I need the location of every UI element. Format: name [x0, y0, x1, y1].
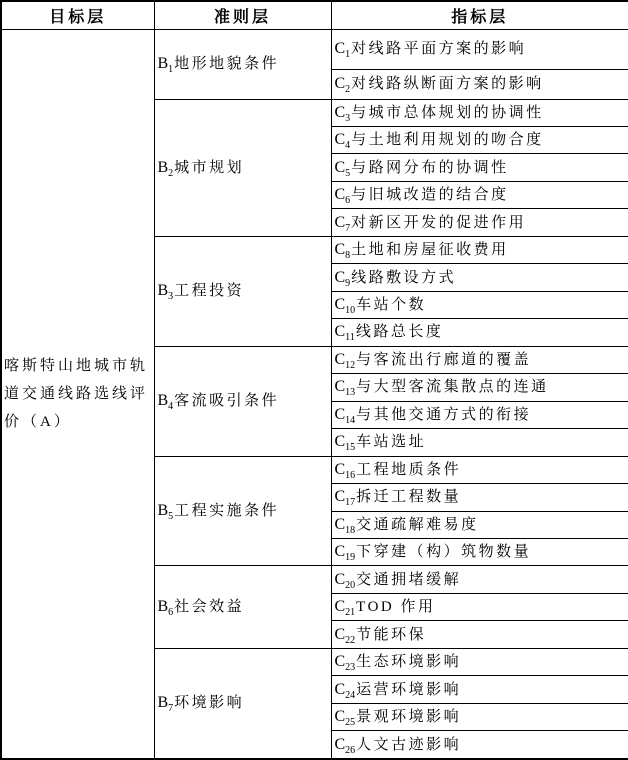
item-code-subscript: 17 [345, 497, 356, 509]
item-code-subscript: 6 [345, 195, 351, 207]
item-code: C [334, 460, 346, 478]
item-code: C [334, 213, 346, 231]
item-code-subscript: 6 [168, 607, 174, 619]
indicator-cell-C25 [331, 703, 628, 730]
criterion-cell-B4 [154, 346, 331, 456]
item-code-subscript: 13 [345, 387, 356, 399]
item-label: TOD 作用 [356, 599, 436, 616]
item-label: 节能环保 [356, 626, 427, 643]
item-code: C [334, 405, 346, 423]
item-code-subscript: 14 [345, 414, 356, 426]
criterion-cell-B5 [154, 456, 331, 566]
indicator-cell-C14 [331, 401, 628, 428]
indicator-cell-C20 [331, 566, 628, 593]
item-label: 交通拥堵缓解 [356, 571, 462, 588]
item-label: 运营环境影响 [356, 681, 462, 698]
item-code: C [334, 708, 346, 726]
criterion-cell-B1 [154, 29, 331, 99]
item-code-subscript: 1 [345, 49, 351, 60]
indicator-cell-C9 [331, 264, 628, 291]
item-label: 与其他交通方式的衔接 [356, 406, 532, 423]
item-label: 城市规划 [174, 159, 245, 176]
item-label: 生态环境影响 [356, 654, 462, 671]
item-code: C [334, 653, 346, 671]
item-code: C [334, 131, 346, 149]
item-code-subscript: 5 [345, 167, 351, 179]
item-label: 地形地貌条件 [174, 56, 280, 72]
indicator-cell-C6 [331, 181, 628, 208]
item-code: C [334, 680, 346, 698]
item-code-subscript: 24 [345, 689, 356, 701]
item-label: 工程地质条件 [356, 461, 462, 478]
item-label: 交通疏解难易度 [356, 516, 479, 533]
item-code: C [334, 570, 346, 588]
item-code-subscript: 10 [345, 305, 356, 317]
item-label: 社会效益 [174, 599, 245, 616]
item-code: B [157, 282, 169, 300]
item-label: 对线路平面方案的影响 [351, 41, 527, 57]
item-code: C [334, 433, 346, 451]
item-code: C [334, 323, 346, 341]
indicator-cell-C17 [331, 484, 628, 511]
header-row [1, 1, 628, 29]
indicator-cell-C4 [331, 126, 628, 153]
item-code: B [157, 55, 169, 72]
item-code-subscript: 2 [345, 84, 351, 95]
item-label: 与大型客流集散点的连通 [356, 379, 549, 396]
item-label: 土地和房屋征收费用 [351, 242, 509, 259]
item-code: B [157, 502, 169, 520]
criterion-cell-B2 [154, 99, 331, 236]
item-label: 与城市总体规划的协调性 [351, 104, 544, 121]
item-code: C [334, 488, 346, 506]
indicator-cell-C23 [331, 648, 628, 675]
item-label: 环境影响 [174, 695, 245, 712]
criterion-cell-B6 [154, 566, 331, 648]
table-header [1, 1, 628, 29]
item-code: C [334, 350, 346, 368]
item-code: C [334, 268, 346, 286]
item-label: 与土地利用规划的吻合度 [351, 132, 544, 149]
item-code: C [334, 598, 346, 616]
table-body [1, 29, 628, 759]
indicator-cell-C24 [331, 676, 628, 703]
item-label: 与旧城改造的结合度 [351, 187, 509, 204]
item-code-subscript: 3 [345, 112, 351, 124]
item-code-subscript: 23 [345, 662, 356, 674]
item-code: C [334, 241, 346, 259]
item-code: C [334, 186, 346, 204]
indicator-cell-C18 [331, 511, 628, 538]
item-label: 车站选址 [356, 434, 427, 451]
indicator-cell-C7 [331, 209, 628, 236]
item-code-subscript: 7 [168, 703, 174, 715]
item-code-subscript: 8 [345, 250, 351, 262]
item-code-subscript: 16 [345, 469, 356, 481]
item-label: 客流吸引条件 [174, 393, 280, 410]
item-label: 景观环境影响 [356, 709, 462, 726]
item-code: C [334, 543, 346, 561]
item-code-subscript: 15 [345, 442, 356, 454]
item-code-subscript: 3 [168, 291, 174, 303]
indicator-cell-C10 [331, 291, 628, 318]
indicator-cell-C3 [331, 99, 628, 126]
item-label: 线路敷设方式 [351, 269, 457, 286]
indicator-cell-C22 [331, 621, 628, 648]
item-code-subscript: 25 [345, 717, 356, 729]
header-criterion-layer: 准则层 [154, 1, 331, 29]
indicator-cell-C19 [331, 539, 628, 566]
indicator-cell-C1 [331, 29, 628, 69]
indicator-cell-C11 [331, 319, 628, 346]
item-code: B [157, 392, 169, 410]
item-code-subscript: 22 [345, 634, 356, 646]
item-label: 对线路纵断面方案的影响 [351, 76, 544, 92]
item-code: B [157, 598, 169, 616]
criterion-cell-B3 [154, 236, 331, 346]
item-code-subscript: 26 [345, 744, 356, 756]
item-label: 工程投资 [174, 283, 245, 300]
item-label: 与路网分布的协调性 [351, 159, 509, 176]
header-indicator-layer: 指标层 [331, 1, 628, 29]
indicator-cell-C15 [331, 429, 628, 456]
indicator-cell-C13 [331, 374, 628, 401]
item-code: C [334, 515, 346, 533]
indicator-cell-C26 [331, 731, 628, 759]
item-label: 人文古迹影响 [356, 736, 462, 753]
item-label: 下穿建（构）筑物数量 [356, 544, 532, 561]
item-code: C [334, 296, 346, 314]
item-code: C [334, 378, 346, 396]
item-code-subscript: 2 [168, 167, 174, 179]
item-label: 工程实施条件 [174, 503, 280, 520]
item-code-subscript: 4 [345, 140, 351, 152]
item-label: 车站个数 [356, 297, 427, 314]
item-label: 拆迁工程数量 [356, 489, 462, 506]
item-code: C [334, 158, 346, 176]
criterion-cell-B7 [154, 648, 331, 759]
item-code-subscript: 1 [168, 64, 174, 75]
item-code-subscript: 12 [345, 359, 356, 371]
item-code-subscript: 21 [345, 607, 356, 619]
indicator-cell-C16 [331, 456, 628, 483]
item-code: C [334, 40, 346, 57]
item-code-subscript: 11 [345, 332, 355, 344]
item-code: C [334, 75, 346, 92]
item-code-subscript: 20 [345, 579, 356, 591]
item-code: C [334, 103, 346, 121]
indicator-cell-C2 [331, 69, 628, 99]
goal-cell: 喀斯特山地城市轨道交通线路选线评价（A） [1, 29, 154, 759]
item-code-subscript: 19 [345, 552, 356, 564]
item-code-subscript: 5 [168, 511, 174, 523]
item-code-subscript: 9 [345, 277, 351, 289]
item-code-subscript: 18 [345, 524, 356, 536]
item-code: B [157, 158, 169, 176]
indicator-cell-C5 [331, 154, 628, 181]
item-label: 线路总长度 [355, 324, 444, 341]
item-code: C [334, 625, 346, 643]
item-code: C [334, 735, 346, 753]
item-code-subscript: 4 [168, 401, 174, 413]
header-goal-layer: 目标层 [1, 1, 154, 29]
indicator-cell-C8 [331, 236, 628, 263]
table-row [1, 29, 628, 69]
item-label: 与客流出行廊道的覆盖 [356, 351, 532, 368]
item-code-subscript: 7 [345, 222, 351, 234]
item-code: B [157, 694, 169, 712]
indicator-cell-C12 [331, 346, 628, 373]
item-label: 对新区开发的促进作用 [351, 214, 527, 231]
indicator-cell-C21 [331, 593, 628, 620]
